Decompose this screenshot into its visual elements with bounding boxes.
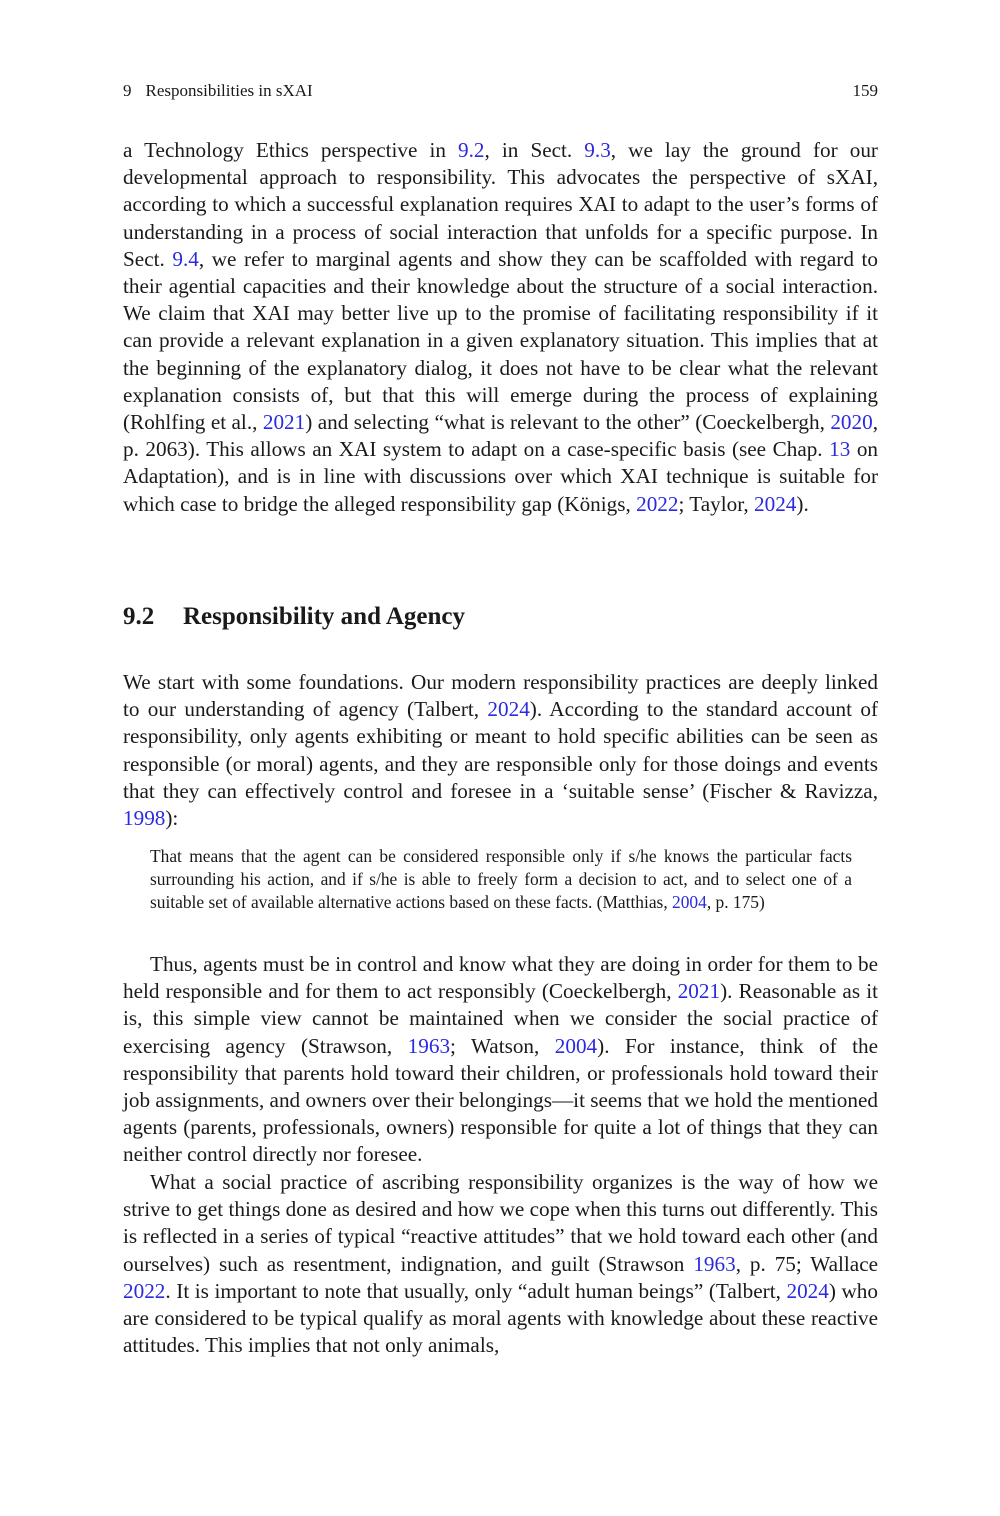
foundations-paragraph [123,669,878,832]
citation-link-strawson-1963[interactable]: 1963 [693,1251,736,1276]
text-run: That means that the agent can be considered responsible only if s/he knows the particular facts surrounding his action, and if s/he is able to freely form a decision to act, and to select one of a suitable set of available alternative actions based on these facts. (Matthias, [150,846,852,912]
text-run: a Technology Ethics perspective in [123,138,459,162]
text-run: . It is important to note that usually, only “adult human beings” (Talbert, [165,1278,787,1303]
citation-link-rohlfing-2021[interactable]: 2021 [262,410,306,435]
text-run: ; Watson, [450,1033,555,1058]
text-run: ). Reasonable as it is, this simple view cannot be maintained when we consider the social practice of exercising agency (Strawson, [123,979,879,1058]
citation-link-fischer-1998[interactable]: 1998 [123,806,166,831]
text-run: What a social practice of ascribing responsibility organizes is the way of how we strive to get things done as desired and how we cope when this turns out differently. This is reflected in a series of typical “reactive attitudes” that we hold toward each other (and ourselves) such as resentment, indignation, and guilt (Strawson [123,1170,878,1276]
intro-paragraph [123,137,878,518]
text-run: , p. 175) [706,891,765,912]
text-run: , p. 75; Wallace [735,1251,878,1276]
text-run: ) who are considered to be typical qualify as moral agents with knowledge about these reactive attitudes. This implies that not only animals, [123,1278,878,1358]
chapter-number: 9 [123,81,132,100]
citation-link-talbert-2024[interactable]: 2024 [487,697,530,722]
text-run: , p. 2063). This allows an XAI system to adapt on a case-specific basis (see Chap. [123,410,878,462]
reactive-attitudes-paragraph [123,1169,878,1359]
running-head-left [123,80,313,102]
text-run: ) and selecting “what is relevant to the other” (Coeckelbergh, [305,410,831,435]
section-link-9-3[interactable]: 9.3 [584,138,611,162]
citation-link-coeckelbergh-2020[interactable]: 2020 [830,410,873,435]
section-title: Responsibility and Agency [183,603,466,630]
citation-link-strawson-1963[interactable]: 1963 [407,1033,451,1058]
section-heading [123,601,878,633]
text-run: We start with some foundations. Our modern responsibility practices are deeply linked to our understanding of agency (Talbert, [123,670,878,722]
citation-link-talbert-2024[interactable]: 2024 [786,1278,829,1303]
text-run: Thus, agents must be in control and know what they are doing in order for them to be held responsible and for them to act responsibly (Coeckelbergh, [123,952,878,1004]
citation-link-konigs-2022[interactable]: 2022 [636,491,679,516]
citation-link-coeckelbergh-2021[interactable]: 2021 [677,979,721,1004]
text-run: , in Sect. [484,138,585,162]
section-number: 9.2 [123,603,155,630]
block-quote [150,845,852,913]
chapter-title: Responsibilities in sXAI [145,81,313,100]
text-run: ): [165,806,179,831]
section-link-9-2[interactable]: 9.2 [458,138,485,162]
page-number: 159 [852,81,878,100]
text-run: ). According to the standard account of responsibility, only agents exhibiting or meant to hold specific abilities can be seen as responsible (or moral) agents, and they are responsible only for those doings and events that they can effectively control and foresee in a ‘suitable sense’ (Fischer & Ravizza, [123,697,879,803]
text-run: ). [796,491,809,516]
citation-link-taylor-2024[interactable]: 2024 [754,491,797,516]
text-run: on Adaptation), and is in line with discussions over which XAI technique is suitable for which case to bridge the alleged responsibility gap (Königs, [123,437,879,516]
text-run: ). For instance, think of the responsibility that parents hold toward their children, or professionals hold toward their job assignments, and owners over their belongings—it seems that we hold the mentioned agents (parents, professionals, owners) responsible for quite a lot of things that they can neither control directly nor foresee. [123,1033,879,1167]
text-run: ; Taylor, [678,491,755,516]
citation-link-watson-2004[interactable]: 2004 [554,1033,598,1058]
text-run: , we lay the ground for our developmental approach to responsibility. This advocates the perspective of sXAI, according to which a successful explanation requires XAI to adapt to the user’s forms of understanding in a process of social interaction that unfolds for a specific purpose. In Sect. [123,138,878,271]
citation-link-matthias-2004[interactable]: 2004 [672,891,707,912]
text-run: , we refer to marginal agents and show they can be scaffolded with regard to their agential capacities and their knowledge about the structure of a social interaction. We claim that XAI may better live up to the promise of facilitating responsibility if it can provide a relevant explanation in a given explanatory situation. This implies that at the beginning of the explanatory dialog, it does not have to be clear what the relevant explanation consists of, but that this will emerge during the process of explaining (Rohlfing et al., [123,246,878,435]
thus-paragraph [123,951,878,1169]
citation-link-wallace-2022[interactable]: 2022 [123,1278,166,1303]
chapter-link-13[interactable]: 13 [829,437,851,462]
section-link-9-4[interactable]: 9.4 [172,246,199,271]
